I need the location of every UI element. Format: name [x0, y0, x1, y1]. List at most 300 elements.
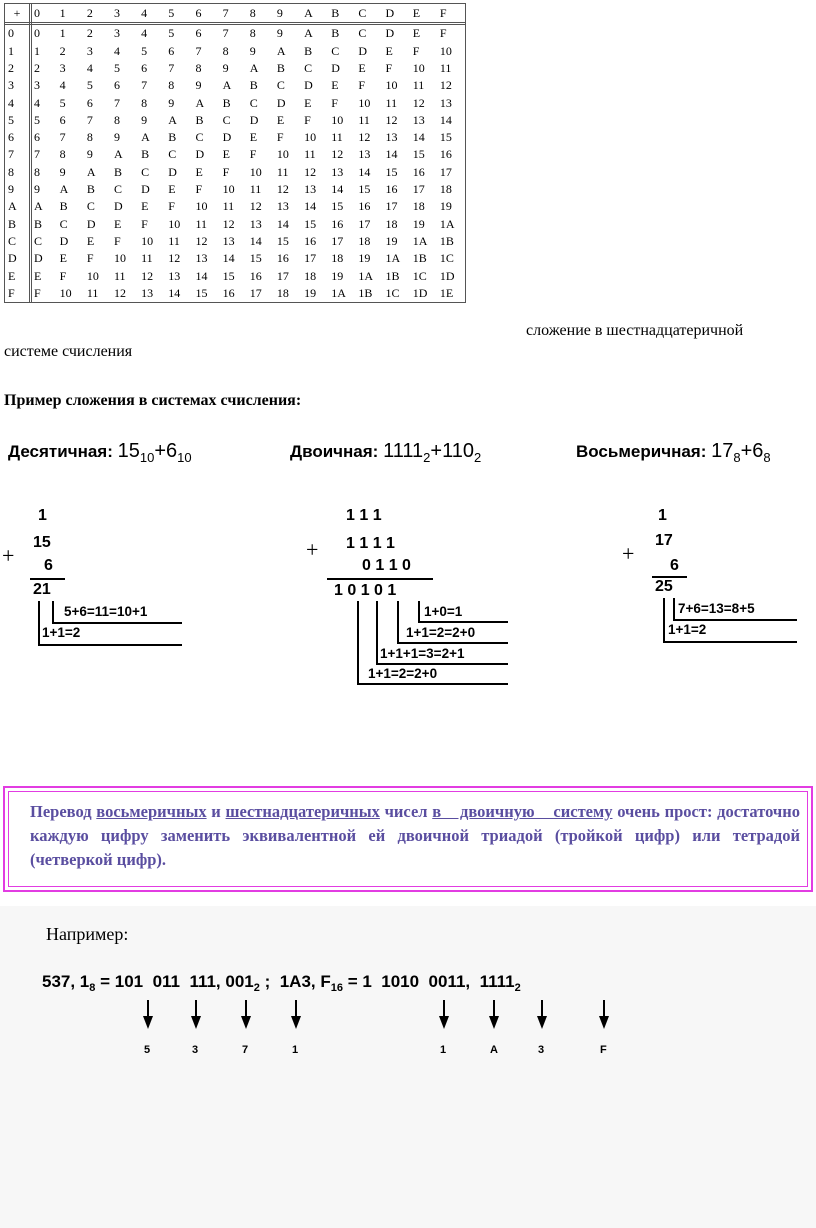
- column-header: 8: [248, 4, 275, 24]
- table-cell: B: [304, 43, 313, 58]
- table-cell: 5: [168, 26, 175, 41]
- octal-result-base: 2: [253, 982, 260, 994]
- table-cell: 10: [276, 147, 289, 162]
- table-cell: 17: [358, 216, 371, 231]
- table-cell: C: [168, 147, 177, 162]
- table-cell: F: [195, 182, 203, 197]
- converted-digit: A: [490, 1044, 498, 1056]
- table-cell: 12: [168, 251, 181, 266]
- table-cell: 12: [385, 112, 398, 127]
- octal-a: 17: [711, 440, 734, 462]
- table-cell: 2: [59, 43, 66, 58]
- octal-carry: 1: [658, 507, 667, 524]
- table-cell: 1A: [358, 268, 374, 283]
- table-cell: 16: [439, 147, 452, 162]
- table-cell: F: [222, 164, 230, 179]
- table-cell: 10: [86, 268, 99, 283]
- table-cell: E: [141, 199, 149, 214]
- table-cell: 1A: [412, 233, 428, 248]
- table-cell: 9: [59, 164, 66, 179]
- table-cell: A: [195, 95, 205, 110]
- table-cell: 1C: [412, 268, 427, 283]
- table-cell: 19: [412, 216, 425, 231]
- row-header: A: [5, 198, 31, 215]
- decimal-units-connector: [52, 601, 54, 624]
- table-row: [5, 129, 465, 146]
- table-cell: B: [168, 130, 177, 145]
- table-cell: 9: [86, 147, 93, 162]
- table-cell: 13: [439, 95, 452, 110]
- table-cell: 17: [385, 199, 398, 214]
- table-cell: 6: [86, 95, 93, 110]
- converted-digit: 5: [144, 1044, 151, 1056]
- table-cell: 19: [304, 285, 317, 300]
- table-cell: E: [59, 251, 67, 266]
- row-header: 3: [5, 77, 31, 94]
- table-cell: 11: [222, 199, 235, 214]
- table-cell: 10: [59, 285, 72, 300]
- down-arrow-icon: [189, 1000, 203, 1030]
- table-cell: E: [385, 43, 393, 58]
- table-cell: 13: [412, 112, 425, 127]
- table-cell: 8: [34, 164, 40, 179]
- table-cell: 18: [331, 251, 344, 266]
- octal-label: Восьмеричная:: [576, 442, 707, 461]
- table-cell: 14: [304, 199, 317, 214]
- table-cell: B: [331, 26, 340, 41]
- octal-tens-rule: [663, 641, 797, 643]
- table-row: [5, 77, 465, 94]
- octal-b-base: 8: [763, 450, 771, 465]
- table-cell: 17: [331, 233, 344, 248]
- decimal-units-note: 5+6=11=10+1: [64, 604, 148, 619]
- table-cell: 16: [304, 233, 317, 248]
- table-cell: 1A: [385, 251, 401, 266]
- binary-bit3-rule: [357, 683, 508, 685]
- table-cell: 9: [276, 26, 283, 41]
- table-cell: C: [195, 130, 204, 145]
- info-text-part3: чисел: [379, 802, 433, 821]
- table-row: [5, 215, 465, 232]
- table-cell: 12: [304, 164, 317, 179]
- down-arrow-icon: [437, 1000, 451, 1030]
- column-header: 5: [166, 4, 193, 24]
- table-cell: E: [412, 26, 421, 41]
- conversion-example-area: [0, 906, 816, 1228]
- table-cell: 11: [331, 130, 343, 145]
- table-cell: 16: [385, 182, 398, 197]
- binary-bit2-rule: [376, 663, 508, 665]
- octal-units-note: 7+6=13=8+5: [678, 601, 755, 616]
- table-cell: 5: [59, 95, 66, 110]
- table-cell: B: [195, 112, 204, 127]
- table-cell: 11: [304, 147, 316, 162]
- binary-bit0-note: 1+0=1: [424, 604, 463, 619]
- table-cell: 11: [86, 285, 99, 300]
- table-cell: 10: [358, 95, 371, 110]
- converted-digit: 1: [292, 1044, 299, 1056]
- binary-bit2-note: 1+1+1=3=2+1: [380, 646, 465, 661]
- table-cell: 19: [385, 233, 398, 248]
- table-cell: 10: [113, 251, 126, 266]
- table-cell: A: [276, 43, 286, 58]
- table-row: [5, 60, 465, 77]
- down-arrow-icon: [289, 1000, 303, 1030]
- table-cell: C: [113, 182, 122, 197]
- info-text-part2: и: [206, 802, 226, 821]
- table-cell: 12: [331, 147, 344, 162]
- table-cell: E: [249, 130, 258, 145]
- decimal-units-rule: [52, 622, 182, 624]
- row-header: 0: [5, 24, 31, 43]
- table-cell: 8: [168, 78, 175, 93]
- table-caption-line1: сложение в шестнадцатеричной: [526, 322, 744, 339]
- table-cell: A: [34, 199, 43, 214]
- row-header: 5: [5, 112, 31, 129]
- table-cell: 14: [249, 233, 262, 248]
- table-cell: 4: [86, 60, 93, 75]
- octal-op: +: [740, 440, 753, 462]
- binary-bit2-connector: [376, 601, 378, 665]
- table-cell: 8: [59, 147, 66, 162]
- row-header: 9: [5, 181, 31, 198]
- table-cell: C: [304, 60, 313, 75]
- table-cell: 14: [168, 285, 181, 300]
- table-cell: C: [141, 164, 150, 179]
- table-cell: 18: [304, 268, 317, 283]
- binary-sum-line: [327, 578, 433, 580]
- table-cell: 15: [276, 233, 289, 248]
- table-cell: 7: [59, 130, 66, 145]
- table-cell: C: [331, 43, 340, 58]
- decimal-sum: 21: [33, 581, 51, 598]
- table-cell: 12: [276, 182, 289, 197]
- table-cell: 7: [168, 60, 175, 75]
- table-cell: 9: [113, 130, 120, 145]
- table-cell: 11: [412, 78, 425, 93]
- converted-digit: 3: [538, 1044, 545, 1056]
- column-header: 1: [58, 4, 85, 24]
- table-cell: 1B: [439, 233, 454, 248]
- table-header-row: [5, 4, 465, 24]
- table-cell: D: [113, 199, 123, 214]
- octal-tens-note: 1+1=2: [668, 622, 707, 637]
- decimal-label: Десятичная:: [8, 442, 113, 461]
- table-corner-cell: +: [5, 4, 31, 24]
- table-cell: 6: [141, 60, 148, 75]
- converted-digit: 1: [440, 1044, 447, 1056]
- table-cell: 3: [59, 60, 66, 75]
- table-cell: C: [86, 199, 95, 214]
- table-cell: F: [34, 285, 41, 300]
- table-cell: B: [141, 147, 150, 162]
- table-cell: F: [168, 199, 175, 214]
- table-row: [5, 24, 465, 43]
- down-arrow-icon: [141, 1000, 155, 1030]
- table-cell: 10: [168, 216, 181, 231]
- table-cell: F: [304, 112, 311, 127]
- binary-b-base: 2: [473, 450, 482, 465]
- table-cell: 8: [141, 95, 148, 110]
- table-cell: E: [195, 164, 203, 179]
- table-cell: 9: [249, 43, 256, 58]
- table-cell: 1: [59, 26, 66, 41]
- table-cell: A: [59, 182, 69, 197]
- table-cell: C: [34, 233, 43, 248]
- table-cell: 16: [358, 199, 371, 214]
- table-cell: 14: [195, 268, 208, 283]
- table-cell: 12: [412, 95, 425, 110]
- info-link-octal: восьмеричных: [96, 802, 207, 821]
- table-cell: 7: [195, 43, 202, 58]
- octal-value: 537, 1: [42, 972, 90, 991]
- column-header: 9: [275, 4, 302, 24]
- table-cell: D: [59, 233, 69, 248]
- table-cell: 1A: [331, 285, 346, 300]
- table-cell: 12: [113, 285, 126, 300]
- decimal-a-base: 10: [139, 450, 155, 465]
- decimal-top-operand: 15: [33, 534, 51, 551]
- decimal-bottom-operand: 6: [44, 557, 53, 574]
- row-header: F: [5, 285, 31, 302]
- table-cell: 10: [331, 112, 344, 127]
- table-cell: 5: [86, 78, 93, 93]
- binary-bottom-operand: 0 1 1 0: [362, 557, 411, 574]
- table-cell: 11: [439, 60, 452, 75]
- table-cell: 8: [222, 43, 229, 58]
- table-cell: D: [304, 78, 313, 93]
- table-cell: 1D: [439, 268, 455, 283]
- table-cell: 8: [86, 130, 93, 145]
- table-cell: 7: [141, 78, 148, 93]
- octal-b: 6: [752, 440, 764, 462]
- octal-value-base: 8: [89, 982, 96, 994]
- table-cell: 8: [113, 112, 120, 127]
- down-arrow-icon: [597, 1000, 611, 1030]
- table-cell: 16: [412, 164, 425, 179]
- table-cell: 3: [86, 43, 93, 58]
- table-cell: F: [385, 60, 393, 75]
- table-cell: 10: [195, 199, 208, 214]
- table-cell: D: [249, 112, 259, 127]
- table-cell: 11: [195, 216, 207, 231]
- table-cell: 6: [113, 78, 120, 93]
- table-cell: B: [86, 182, 95, 197]
- table-cell: 12: [358, 130, 371, 145]
- table-cell: D: [34, 251, 43, 266]
- table-cell: 13: [331, 164, 344, 179]
- table-cell: 19: [358, 251, 371, 266]
- table-cell: 2: [86, 26, 93, 41]
- table-cell: B: [113, 164, 122, 179]
- table-cell: 10: [222, 182, 235, 197]
- binary-a-base: 2: [423, 450, 431, 465]
- table-cell: 13: [168, 268, 181, 283]
- table-cell: C: [222, 112, 231, 127]
- table-cell: A: [249, 60, 259, 75]
- table-cell: 7: [34, 147, 40, 162]
- binary-bit1-connector: [397, 601, 399, 644]
- table-cell: 10: [141, 233, 154, 248]
- table-cell: 5: [34, 112, 40, 127]
- table-cell: E: [86, 233, 95, 248]
- table-cell: 1D: [412, 285, 428, 300]
- table-cell: 6: [195, 26, 202, 41]
- table-cell: 12: [141, 268, 154, 283]
- table-cell: 18: [276, 285, 289, 300]
- table-cell: 12: [249, 199, 262, 214]
- table-cell: 7: [113, 95, 120, 110]
- binary-sum: 1 0 1 0 1: [334, 582, 397, 599]
- table-cell: 14: [358, 164, 371, 179]
- table-cell: 17: [249, 285, 262, 300]
- table-row: [5, 198, 465, 215]
- table-cell: 4: [59, 78, 66, 93]
- binary-carry: 1 1 1: [346, 507, 382, 524]
- table-cell: E: [358, 60, 366, 75]
- table-cell: 18: [412, 199, 425, 214]
- table-cell: 13: [358, 147, 371, 162]
- table-cell: E: [222, 147, 230, 162]
- binary-plus-sign: +: [306, 537, 319, 562]
- table-cell: B: [276, 60, 285, 75]
- table-cell: 15: [358, 182, 371, 197]
- binary-bit0-rule: [418, 621, 508, 623]
- converted-digit: 7: [242, 1044, 249, 1056]
- table-cell: 15: [304, 216, 317, 231]
- table-cell: 14: [276, 216, 289, 231]
- table-cell: 9: [222, 60, 229, 75]
- table-cell: B: [34, 216, 43, 231]
- table-cell: 9: [141, 112, 148, 127]
- table-cell: 2: [34, 60, 40, 75]
- table-cell: 15: [439, 130, 452, 145]
- row-header: 1: [5, 43, 31, 60]
- table-cell: 17: [276, 268, 289, 283]
- table-cell: 13: [141, 285, 154, 300]
- table-cell: E: [168, 182, 176, 197]
- binary-label: Двоичная:: [290, 442, 379, 461]
- down-arrow-icon: [535, 1000, 549, 1030]
- column-header: 3: [112, 4, 139, 24]
- table-cell: 13: [385, 130, 398, 145]
- info-link-hex: шестнадцатеричных: [225, 802, 380, 821]
- table-cell: A: [86, 164, 96, 179]
- column-header: 7: [221, 4, 248, 24]
- table-cell: 0: [34, 26, 40, 41]
- hex-value: 1A3, F: [279, 972, 331, 991]
- info-text-part4: очень прост: достаточно каждую цифру заменить эквивалентной ей двоичной триадой (тройкой цифр) или тетрадой (четверкой цифр).: [30, 802, 800, 869]
- table-cell: D: [331, 60, 340, 75]
- table-cell: 13: [304, 182, 317, 197]
- table-cell: F: [412, 43, 420, 58]
- binary-b: 110: [442, 440, 474, 462]
- table-caption-line2: системе счисления: [4, 343, 133, 360]
- down-arrow-icon: [487, 1000, 501, 1030]
- table-row: [5, 181, 465, 198]
- table-cell: 11: [168, 233, 180, 248]
- column-header: 0: [31, 4, 58, 24]
- table-cell: 10: [385, 78, 398, 93]
- table-cell: F: [113, 233, 121, 248]
- table-cell: 5: [113, 60, 120, 75]
- row-header: 4: [5, 94, 31, 111]
- table-cell: 4: [113, 43, 120, 58]
- table-cell: 19: [331, 268, 344, 283]
- table-cell: 3: [113, 26, 120, 41]
- table-cell: D: [168, 164, 177, 179]
- table-cell: 6: [59, 112, 66, 127]
- table-cell: 11: [358, 112, 370, 127]
- table-cell: E: [304, 95, 312, 110]
- column-header: 2: [85, 4, 112, 24]
- table-cell: 16: [249, 268, 262, 283]
- row-header: 6: [5, 129, 31, 146]
- conversion-equation: [42, 972, 521, 994]
- equation-separator: ;: [259, 972, 280, 991]
- table-cell: 12: [439, 78, 452, 93]
- column-header: 6: [193, 4, 220, 24]
- column-header: 4: [139, 4, 166, 24]
- column-header: B: [329, 4, 356, 24]
- table-cell: A: [304, 26, 313, 41]
- table-cell: C: [276, 78, 285, 93]
- table-cell: 1C: [385, 285, 400, 300]
- table-cell: 9: [195, 78, 202, 93]
- decimal-tens-rule: [38, 644, 182, 646]
- table-cell: 10: [304, 130, 317, 145]
- table-cell: 11: [385, 95, 398, 110]
- table-cell: F: [249, 147, 257, 162]
- table-cell: D: [86, 216, 96, 231]
- table-cell: D: [141, 182, 150, 197]
- hex-value-base: 16: [330, 982, 343, 994]
- table-cell: 16: [276, 251, 289, 266]
- table-row: [5, 233, 465, 250]
- binary-op: +: [430, 440, 443, 462]
- row-header: D: [5, 250, 31, 267]
- octal-plus-sign: +: [622, 541, 635, 566]
- table-cell: 13: [222, 233, 235, 248]
- table-cell: 1B: [412, 251, 427, 266]
- table-cell: 7: [86, 112, 93, 127]
- table-cell: D: [276, 95, 286, 110]
- octal-tens-connector: [663, 598, 665, 643]
- table-cell: 7: [222, 26, 229, 41]
- table-cell: B: [59, 199, 68, 214]
- converted-digit: 3: [192, 1044, 199, 1056]
- info-link-binary: в двоичную систему: [432, 802, 613, 821]
- table-cell: 15: [222, 268, 235, 283]
- octal-units-connector: [673, 598, 675, 621]
- table-cell: 11: [141, 251, 153, 266]
- table-cell: 11: [249, 182, 262, 197]
- decimal-heading: [8, 440, 192, 465]
- table-cell: 15: [385, 164, 398, 179]
- down-arrow-icon: [239, 1000, 253, 1030]
- table-cell: 16: [222, 285, 235, 300]
- table-cell: 15: [195, 285, 208, 300]
- table-cell: A: [141, 130, 150, 145]
- table-cell: F: [358, 78, 366, 93]
- decimal-sum-line: [30, 578, 65, 580]
- table-cell: 10: [439, 43, 452, 58]
- table-cell: 14: [439, 112, 452, 127]
- table-cell: D: [358, 43, 368, 58]
- binary-bit3-note: 1+1=2=2+0: [368, 666, 438, 681]
- table-cell: 12: [195, 233, 208, 248]
- column-header: D: [384, 4, 411, 24]
